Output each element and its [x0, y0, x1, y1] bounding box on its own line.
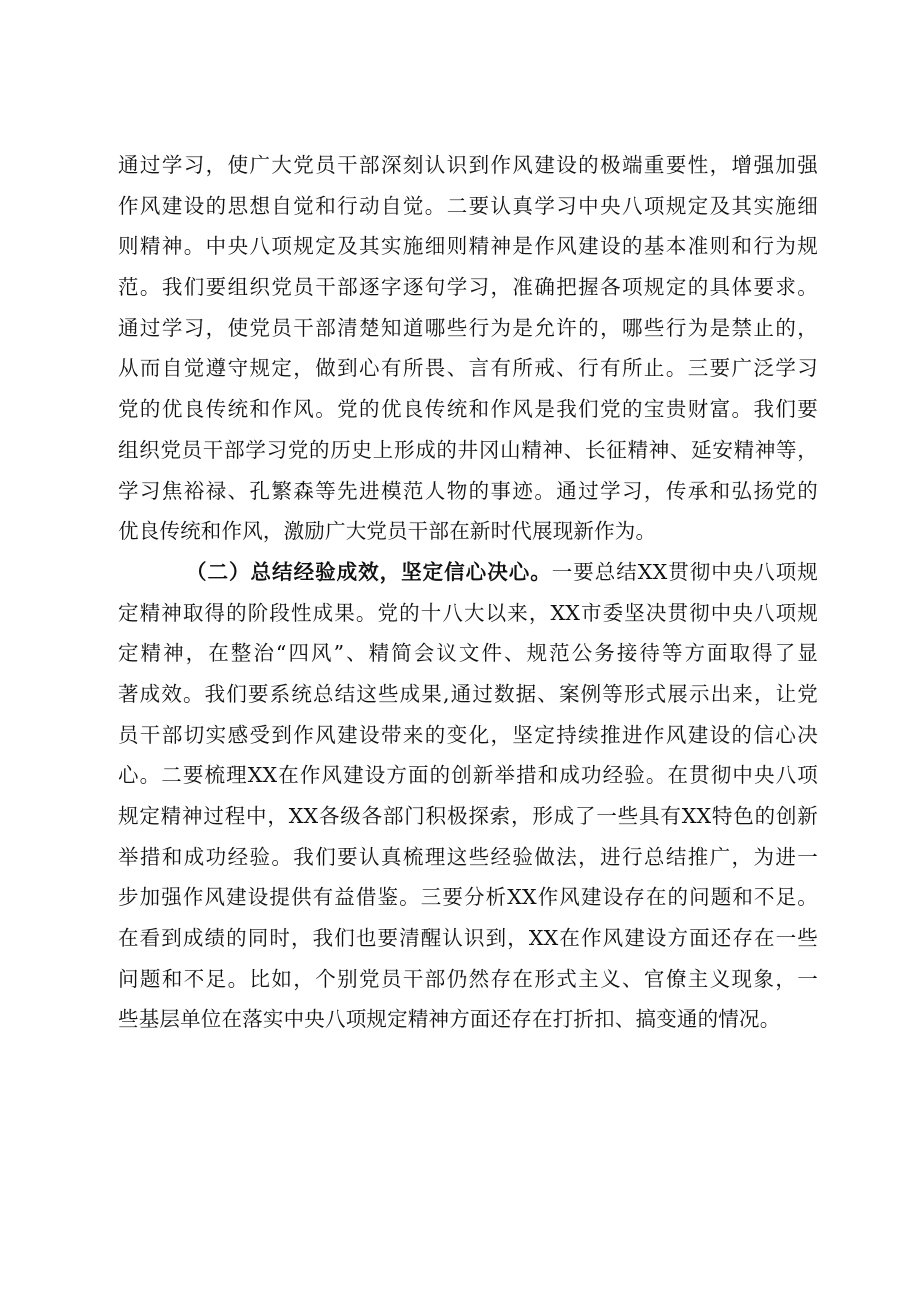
text-line: 心。二要梳理XX在作风建设方面的创新举措和成功经验。在贯彻中央八项 [118, 763, 818, 788]
text-line: 员干部切实感受到作风建设带来的变化，坚定持续推进作风建设的信心决 [118, 722, 818, 747]
text-line: 作风建设的思想自觉和行动自觉。二要认真学习中央八项规定及其实施细 [118, 193, 818, 218]
text-line: 党的优良传统和作风。党的优良传统和作风是我们党的宝贵财富。我们要 [118, 397, 818, 422]
text-line: 定精神，在整治“四风”、精简会议文件、规范公务接待等方面取得了显 [118, 641, 818, 666]
text-line: 定精神取得的阶段性成果。党的十八大以来，XX市委坚决贯彻中央八项规 [118, 600, 818, 625]
text-line: 则精神。中央八项规定及其实施细则精神是作风建设的基本准则和行为规 [118, 234, 818, 259]
text-line: 通过学习，使党员干部清楚知道哪些行为是允许的，哪些行为是禁止的， [118, 315, 818, 340]
text-line: 些基层单位在落实中央八项规定精神方面还存在打折扣、搞变通的情况。 [118, 1007, 781, 1032]
text-line: 在看到成绩的同时，我们也要清醒认识到，XX在作风建设方面还存在一些 [118, 926, 818, 951]
text-line: 组织党员干部学习党的历史上形成的井冈山精神、长征精神、延安精神等， [118, 437, 818, 462]
text-line: 从而自觉遵守规定，做到心有所畏、言有所戒、行有所止。三要广泛学习 [118, 356, 818, 381]
text-line: 步加强作风建设提供有益借鉴。三要分析XX作风建设存在的问题和不足。 [118, 885, 818, 910]
text-line: 著成效。我们要系统总结这些成果,通过数据、案例等形式展示出来，让党 [118, 681, 818, 706]
text-line: 学习焦裕禄、孔繁森等先进模范人物的事迹。通过学习，传承和弘扬党的 [118, 478, 818, 503]
section-heading-line [118, 552, 818, 593]
text-line: 优良传统和作风，激励广大党员干部在新时代展现新作为。 [118, 519, 657, 544]
text-line: 举措和成功经验。我们要认真梳理这些经验做法，进行总结推广，为进一 [118, 844, 818, 869]
text-line: 问题和不足。比如，个别党员干部仍然存在形式主义、官僚主义现象，一 [118, 966, 818, 991]
section-heading: （二）总结经验成效，坚定信心决心。 [186, 559, 552, 584]
text-line: 通过学习，使广大党员干部深刻认识到作风建设的极端重要性，增强加强 [118, 153, 818, 177]
text-line: 范。我们要组织党员干部逐字逐句学习，准确把握各项规定的具体要求。 [118, 275, 818, 300]
text-run: 一要总结XX贯彻中央八项规 [551, 559, 818, 584]
text-line: 规定精神过程中，XX各级各部门积极探索，形成了一些具有XX特色的创新 [118, 804, 818, 828]
body-text [118, 145, 818, 1040]
